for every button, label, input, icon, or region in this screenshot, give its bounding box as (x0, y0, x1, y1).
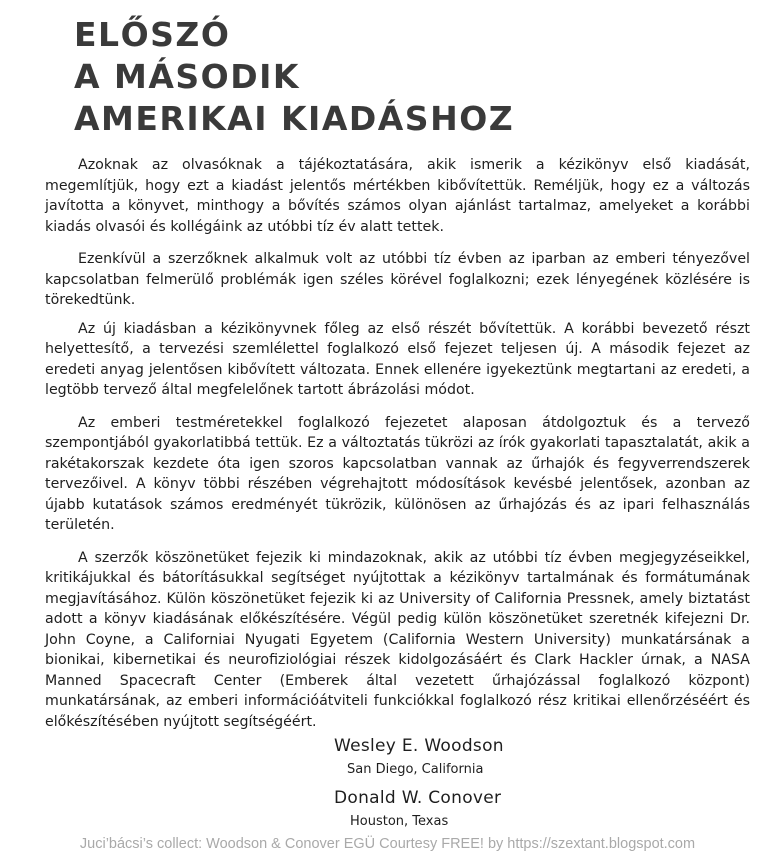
paragraph-3: Az új kiadásban a kézikönyvnek főleg az első részét bővítettük. A korábbi bevezető részt helyettesítő, a tervezési szemlélettel foglalkozó első fejezet teljesen új. A második fejezet az eredeti anyag jelentősen kibővített változata. Ennek ellenére igyekeztünk megtartani az eredeti, a legtöbb tervező által megfelelőnek tartott ábrázolási módot. (45, 320, 750, 398)
paragraph-4: Az emberi testméretekkel foglalkozó fejezetet alaposan átdolgoztuk és a tervező szempontjából gyakorlatibbá tettük. Ez a változtatás tükrözi az írók gyakorlati tapasztalatát, akik a rakétakorszak kezdete óta igen szoros kapcsolatban vannak az űrhajók és fegyverrendszerek tervezőivel. A könyv többi részében végrehajtott módosítások kevésbé jelentősek, azonban az újabb kutatások számos eredményét tükrözik, különösen az űrhajózás és az ipari felhasználás területén. (45, 414, 750, 533)
paragraph-1: Azoknak az olvasóknak a tájékoztatására, akik ismerik a kézikönyv első kiadását, megemlítjük, hogy ezt a kiadást jelentős mértékben kibővítettük. Reméljük, hogy ez a változás javította a könyvet, minthogy a bővítés számos olyan ajánlást tartalmaz, amelyeket a korábbi kiadás olvasói és kollégáink az utóbbi tíz év alatt tettek. (45, 157, 750, 235)
title-line-1: ELŐSZÓ (74, 15, 231, 54)
title-line-2: A MÁSODIK (74, 57, 300, 96)
signature-name-conover: Donald W. Conover (334, 788, 502, 808)
signature-name-woodson: Wesley E. Woodson (334, 736, 504, 756)
collection-footer: Juci’bácsi’s collect: Woodson & Conover EGÜ Courtesy FREE! by https://szextant.blogspot.com (79, 836, 696, 852)
preface-body (45, 155, 750, 744)
signature-place-conover: Houston, Texas (350, 814, 449, 829)
page-title (74, 14, 514, 140)
paragraph-5: A szerzők köszönetüket fejezik ki mindazoknak, akik az utóbbi tíz évben megjegyzéseikkel, kritikájukkal és bátorításukkal segítséget nyújtottak a kézikönyv tartalmának és formátumának megjavításához. Külön köszönetüket fejezik ki az University of California Pressnek, amely biztatást adott a könyv kiadásának előkészítésére. Végül pedig külön köszönetüket szeretnék kifejezni Dr. John Coyne, a Californiai Nyugati Egyetem (California Western University) munkatársának a bionikai, kibernetikai és neurofiziológiai részek kidolgozásáért és Clark Hackler úrnak, a NASA Manned Spacecraft Center (Emberek által vezetett űrhajózással foglalkozó központ) munkatársának, az emberi információátviteli funkciókkal foglalkozó rész kritikai ellenőrzéséért és előkészítésében nyújtott segítségéért. (45, 549, 750, 730)
signature-place-woodson: San Diego, California (347, 762, 484, 777)
title-line-3: AMERIKAI KIADÁSHOZ (74, 99, 515, 138)
paragraph-2: Ezenkívül a szerzőknek alkalmuk volt az utóbbi tíz évben az iparban az emberi tényezővel kapcsolatban felmerülő problémák igen széles körével foglalkozni; ezek lényegének közlésére is törekedtünk. (45, 251, 750, 308)
